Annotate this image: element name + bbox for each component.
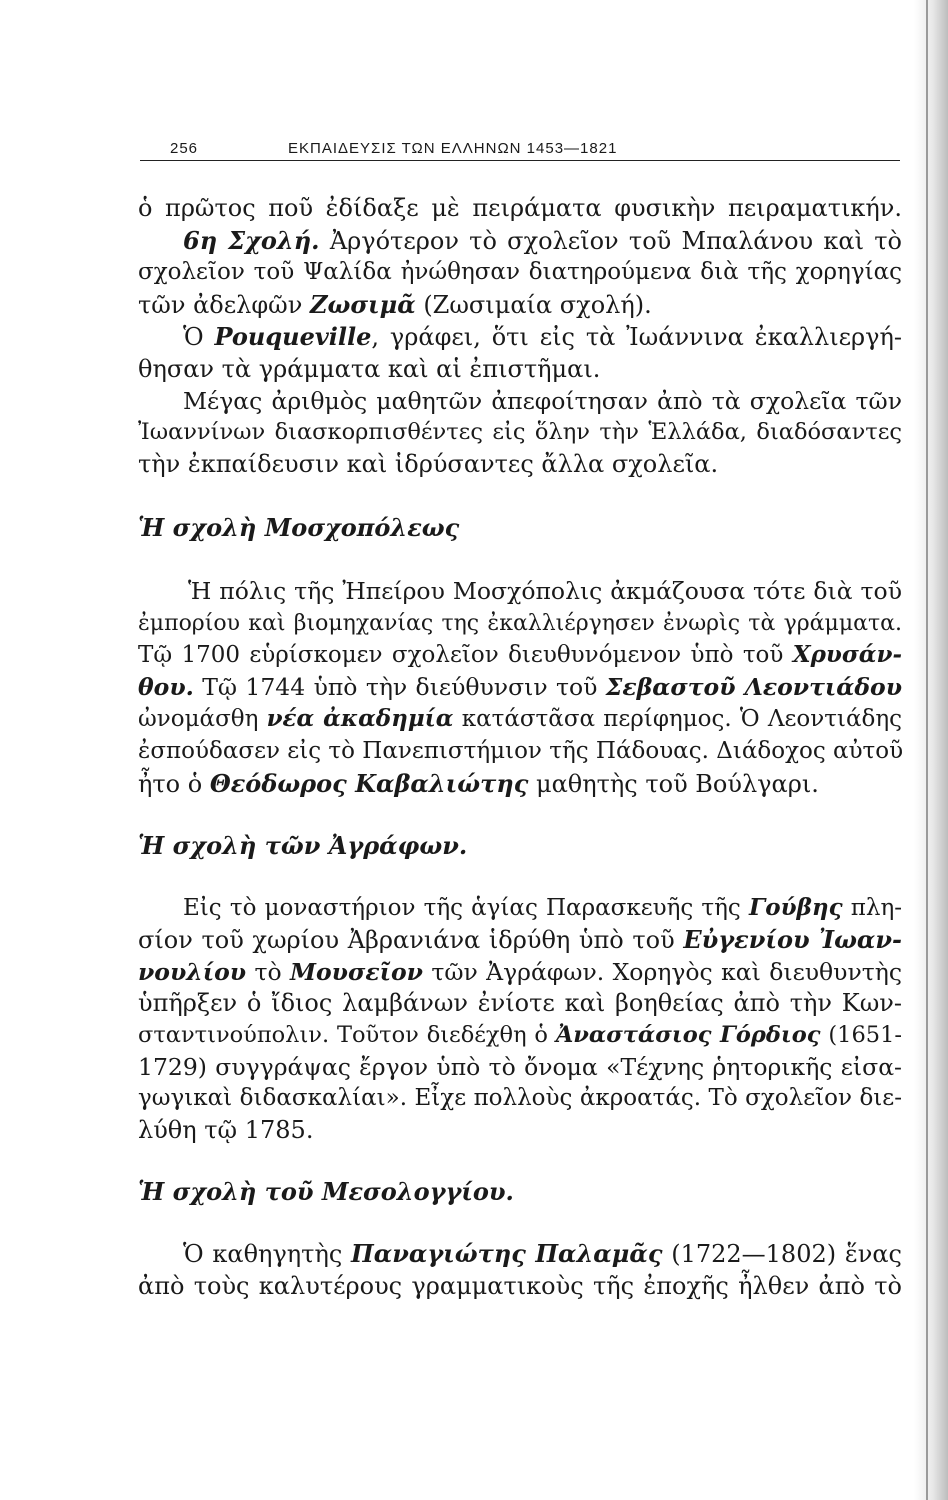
text-line: λύθη τῷ 1785. xyxy=(138,1115,314,1144)
text-line: ἀπὸ τοὺς καλυτέρους γραμματικοὺς τῆς ἐποχῆς ἦλθεν ἀπὸ τὸ xyxy=(138,1271,902,1300)
text-line: ἦτο ὁ Θεόδωρος Καβαλιώτης μαθητὴς τοῦ Βούλγαρι. xyxy=(138,768,819,798)
page-number: 256 xyxy=(170,140,199,157)
page-edge-shadow xyxy=(914,0,948,1500)
section-heading-moschopolis: Ἡ σχολὴ Μοσχοπόλεως xyxy=(138,513,460,543)
text-line: Ἡ πόλις τῆς Ἠπείρου Μοσχόπολις ἀκμάζουσα τότε διὰ τοῦ xyxy=(188,576,902,605)
text-line: σχολεῖον τοῦ Ψαλίδα ἠνώθησαν διατηρούμενα διὰ τῆς χορηγίας xyxy=(138,259,902,286)
text-line: 1729) συγγράψας ἔργον ὑπὸ τὸ ὄνομα «Τέχνης ῥητορικῆς εἰσα- xyxy=(138,1052,902,1081)
running-header xyxy=(140,140,900,161)
section-heading-mesolongi: Ἡ σχολὴ τοῦ Μεσολογγίου. xyxy=(138,1177,514,1207)
text-line: ὠνομάσθη νέα ἀκαδημία κατάστᾶσα περίφημος. Ὁ Λεοντιάδης xyxy=(138,705,902,733)
page-body xyxy=(138,193,902,1302)
text-line: τῶν ἀδελφῶν Ζωσιμᾶ (Ζωσιμαία σχολή). xyxy=(138,289,652,319)
text-line: Τῷ 1700 εὑρίσκομεν σχολεῖον διευθυνόμενον ὑπὸ τοῦ Χρυσάν- xyxy=(138,641,902,669)
text-line: ἐσπούδασεν εἰς τὸ Πανεπιστήμιον τῆς Πάδουας. Διάδοχος αὐτοῦ xyxy=(138,737,904,764)
text-line: ὑπῆρξεν ὁ ἴδιος λαμβάνων ἐνίοτε καὶ βοηθείας ἀπὸ τὴν Κων- xyxy=(138,989,902,1018)
text-line: γωγικαὶ διδασκαλίαι». Εἶχε πολλοὺς ἀκροατάς. Τὸ σχολεῖον διε- xyxy=(138,1085,902,1112)
text-line: θησαν τὰ γράμματα καὶ αἱ ἐπιστῆμαι. xyxy=(138,354,601,383)
text-line: τὴν ἐκπαίδευσιν καὶ ἱδρύσαντες ἄλλα σχολεῖα. xyxy=(138,449,719,478)
text-line: ἐμπορίου καὶ βιομηχανίας της ἐκαλλιέργησεν ἐνωρὶς τὰ γράμματα. xyxy=(138,610,902,636)
text-line: Μέγας ἀριθμὸς μαθητῶν ἀπεφοίτησαν ἀπὸ τὰ σχολεῖα τῶν xyxy=(183,386,902,415)
text-line: Ὁ Pouqueville, γράφει, ὅτι εἰς τὰ Ἰωάννινα ἐκαλλιεργή- xyxy=(183,322,902,352)
text-line: νουλίου τὸ Μουσεῖον τῶν Ἀγράφων. Χορηγὸς καὶ διευθυντὴς xyxy=(138,957,902,986)
text-line: Εἰς τὸ μοναστήριον τῆς ἁγίας Παρασκευῆς τῆς Γούβης πλη- xyxy=(183,893,903,921)
text-line: θου. Τῷ 1744 ὑπὸ τὴν διεύθυνσιν τοῦ Σεβαστοῦ Λεοντιάδου xyxy=(138,672,902,701)
text-line: σίον τοῦ χωρίου Ἀβρανιάνα ἱδρύθη ὑπὸ τοῦ Εὐγενίου Ἰωαν- xyxy=(138,925,903,955)
text-line: Ἰωαννίνων διασκορπισθέντες εἰς ὅλην τὴν Ἑλλάδα, διαδόσαντες xyxy=(138,419,902,446)
section-heading-agrafa: Ἡ σχολὴ τῶν Ἀγράφων. xyxy=(138,831,468,861)
running-title: ΕΚΠΑΙΔΕΥΣΙΣ ΤΩΝ ΕΛΛΗΝΩΝ 1453—1821 xyxy=(288,140,618,157)
text-line: σταντινούπολιν. Τοῦτον διεδέχθη ὁ Ἀναστάσιος Γόρδιος (1651- xyxy=(138,1022,902,1049)
text-line: Ὁ καθηγητὴς Παναγιώτης Παλαμᾶς (1722—1802) ἕνας xyxy=(183,1239,902,1269)
school-label: 6η Σχολή. xyxy=(183,225,320,255)
text-line: ὁ πρῶτος ποῦ ἐδίδαξε μὲ πειράματα φυσικὴν πειραματικήν. xyxy=(138,194,902,222)
text-line: 6η Σχολή. Ἀργότερον τὸ σχολεῖον τοῦ Μπαλάνου καὶ τὸ xyxy=(183,225,902,255)
